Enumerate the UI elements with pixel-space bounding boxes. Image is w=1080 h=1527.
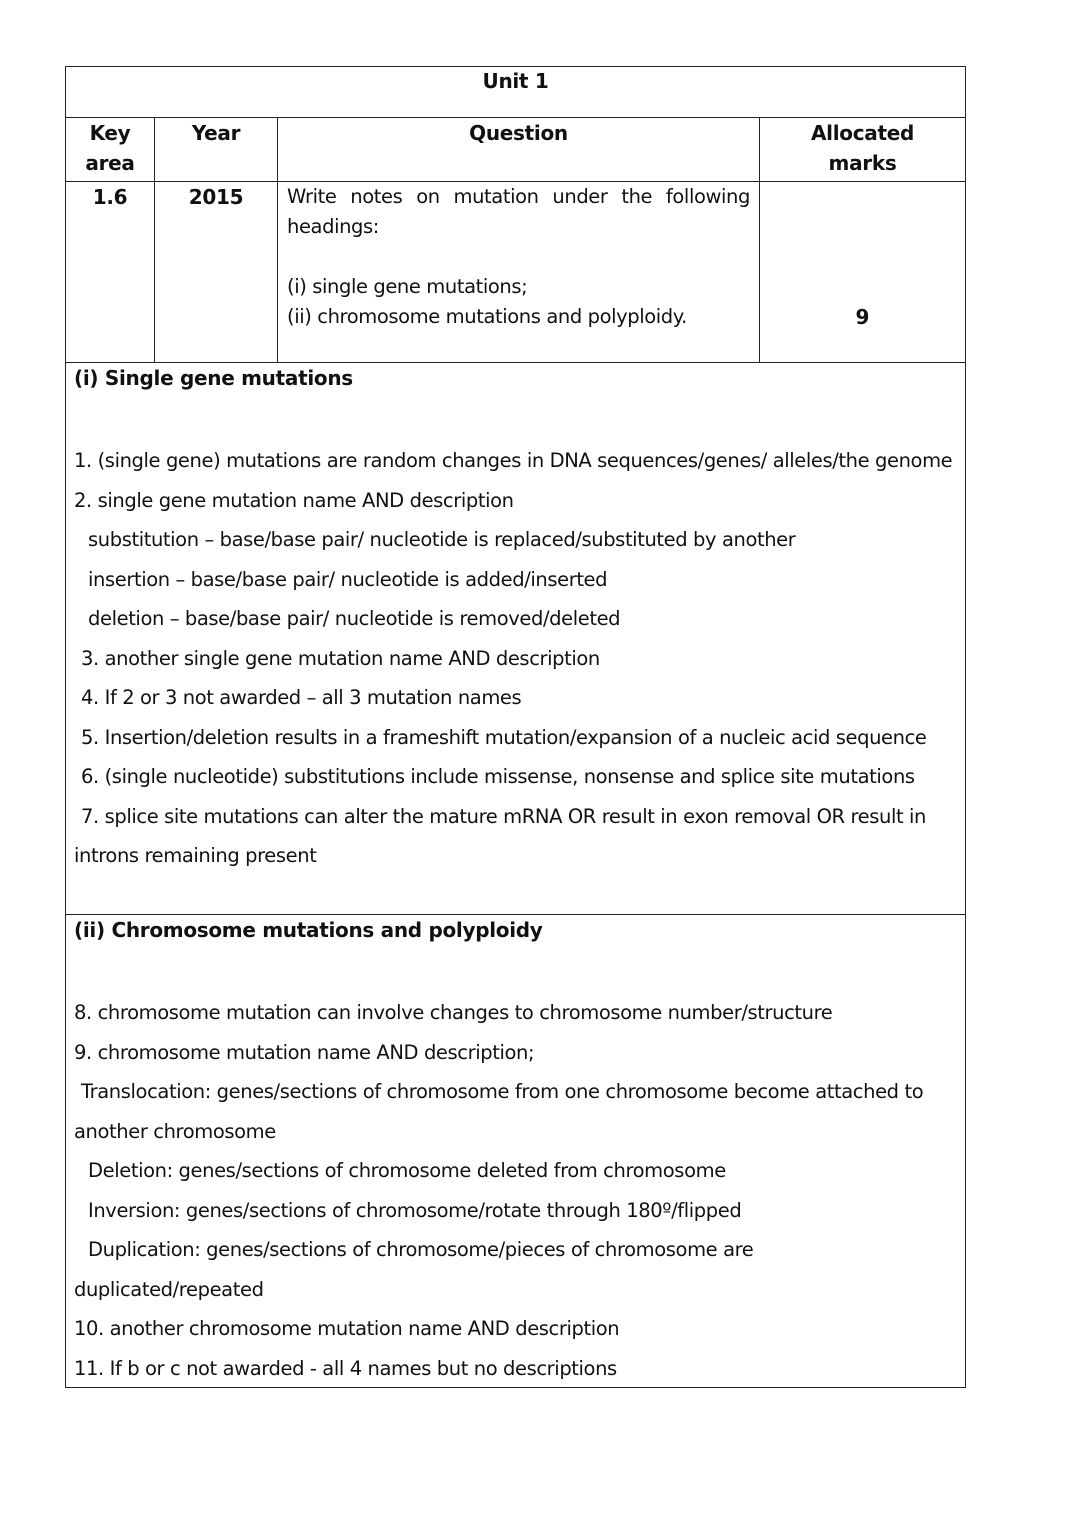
answer-line: another chromosome — [74, 1119, 276, 1143]
answer-line: 6. (single nucleotide) substitutions include missense, nonsense and splice site mutations — [81, 765, 915, 788]
answer-line: Inversion: genes/sections of chromosome/rotate through 180º/flipped — [88, 1198, 742, 1222]
question-part-ii: (ii) chromosome mutations and polyploidy. — [287, 305, 687, 328]
answer-line: 10. another chromosome mutation name AND description — [74, 1317, 620, 1340]
section-ii-title: (ii) Chromosome mutations and polyploidy — [74, 918, 543, 942]
answer-line: substitution – base/base pair/ nucleotide is replaced/substituted by another — [88, 528, 796, 551]
header-key-area: Key area — [66, 118, 155, 181]
answer-line: 4. If 2 or 3 not awarded – all 3 mutation names — [81, 686, 522, 709]
question-part-i: (i) single gene mutations; — [287, 275, 528, 298]
answer-line: introns remaining present — [74, 844, 317, 867]
unit-title: Unit 1 — [482, 69, 549, 93]
question-row — [66, 182, 965, 363]
answer-line: 1. (single gene) mutations are random changes in DNA sequences/genes/ alleles/the genome — [74, 449, 953, 472]
answer-line: duplicated/repeated — [74, 1277, 264, 1301]
answer-line: 11. If b or c not awarded - all 4 names but no descriptions — [74, 1356, 617, 1380]
answer-line: Duplication: genes/sections of chromosome/pieces of chromosome are — [88, 1238, 754, 1261]
marking-scheme-table — [65, 66, 966, 1388]
answer-line: 2. single gene mutation name AND description — [74, 488, 514, 512]
header-question: Question — [278, 118, 760, 181]
column-header-row — [66, 118, 965, 182]
answer-line: deletion – base/base pair/ nucleotide is removed/deleted — [88, 607, 621, 630]
question-intro: Write notes on mutation under the following headings: — [287, 185, 750, 238]
header-year: Year — [155, 118, 278, 181]
section-single-gene-mutations — [66, 363, 965, 915]
marks-cell — [760, 182, 965, 362]
year-value: 2015 — [155, 182, 278, 362]
answer-line: 5. Insertion/deletion results in a frameshift mutation/expansion of a nucleic acid sequence — [81, 725, 927, 749]
unit-header-row — [66, 67, 965, 118]
answer-line: Translocation: genes/sections of chromosome from one chromosome become attached to — [81, 1080, 924, 1103]
section-chromosome-mutations — [66, 915, 965, 1387]
header-allocated-marks: Allocated marks — [810, 121, 915, 175]
answer-line: insertion – base/base pair/ nucleotide is added/inserted — [88, 567, 608, 591]
key-area-value: 1.6 — [66, 182, 155, 362]
answer-line: 7. splice site mutations can alter the mature mRNA OR result in exon removal OR result in — [81, 804, 927, 828]
answer-line: 9. chromosome mutation name AND description; — [74, 1040, 535, 1064]
answer-line: 8. chromosome mutation can involve changes to chromosome number/structure — [74, 1001, 833, 1024]
answer-line: 3. another single gene mutation name AND description — [81, 646, 600, 670]
marks-value: 9 — [855, 305, 870, 329]
section-i-title: (i) Single gene mutations — [74, 366, 353, 390]
answer-line: Deletion: genes/sections of chromosome deleted from chromosome — [88, 1159, 726, 1182]
question-text — [278, 182, 760, 362]
